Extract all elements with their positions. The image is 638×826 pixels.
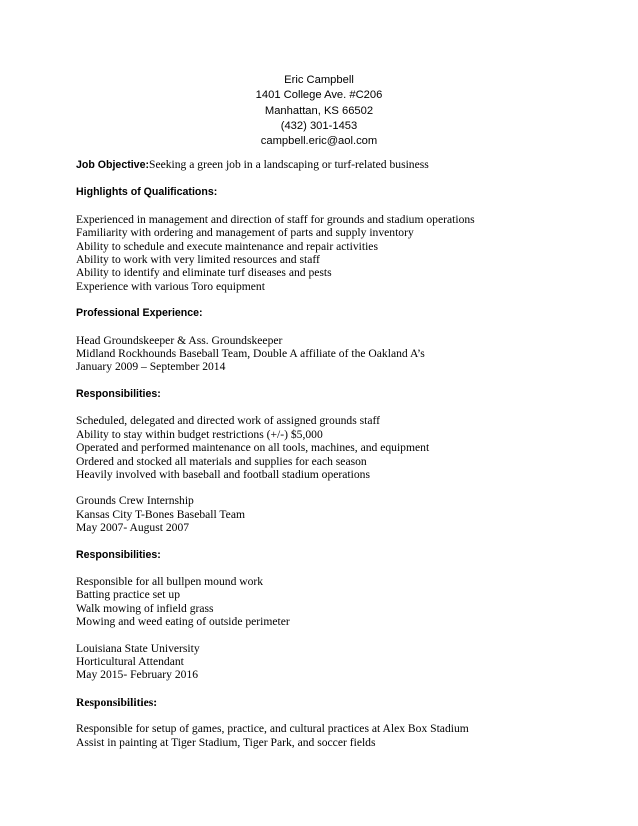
job-entry [76, 642, 616, 682]
job-dates: May 2007- August 2007 [76, 521, 190, 535]
job-employer: Horticultural Attendant [76, 654, 184, 668]
job-employer: Midland Rockhounds Baseball Team, Double A affiliate of the Oakland A’s [76, 347, 425, 361]
qualification-item: Experience with various Toro equipment [76, 279, 265, 293]
contact-email: campbell.eric@aol.com [260, 135, 378, 148]
contact-address-line-1: 1401 College Ave. #C206 [255, 89, 383, 102]
contact-phone: (432) 301-1453 [280, 119, 358, 132]
resume-body [76, 158, 616, 749]
responsibilities-heading: Responsibilities: [76, 548, 161, 561]
qualification-item: Experienced in management and direction of staff for grounds and stadium operations [76, 212, 475, 226]
responsibilities-heading: Responsibilities: [76, 695, 158, 709]
job-dates: May 2015- February 2016 [76, 668, 199, 682]
responsibility-item: Walk mowing of infield grass [76, 601, 214, 615]
responsibilities-list [76, 575, 616, 629]
responsibility-item: Heavily involved with baseball and football stadium operations [76, 467, 370, 481]
job-title: Head Groundskeeper & Ass. Groundskeeper [76, 333, 283, 347]
responsibility-item: Assist in painting at Tiger Stadium, Tiger Park, and soccer fields [76, 735, 376, 749]
responsibility-item: Mowing and weed eating of outside perimeter [76, 615, 290, 629]
responsibilities-heading: Responsibilities: [76, 387, 161, 400]
responsibilities-list [76, 414, 616, 481]
job-employer: Kansas City T-Bones Baseball Team [76, 507, 245, 521]
job-title: Louisiana State University [76, 641, 200, 655]
responsibility-item: Ability to stay within budget restrictions (+/-) $5,000 [76, 427, 323, 441]
responsibility-item: Ordered and stocked all materials and supplies for each season [76, 454, 367, 468]
responsibility-item: Operated and performed maintenance on all tools, machines, and equipment [76, 441, 430, 455]
qualification-item: Ability to identify and eliminate turf diseases and pests [76, 266, 332, 280]
responsibility-item: Batting practice set up [76, 588, 180, 602]
responsibility-item: Responsible for all bullpen mound work [76, 574, 264, 588]
responsibilities-list [76, 722, 616, 749]
contact-header [0, 73, 638, 149]
qualification-item: Familiarity with ordering and management of parts and supply inventory [76, 226, 414, 240]
responsibility-item: Responsible for setup of games, practice, and cultural practices at Alex Box Stadium [76, 722, 469, 736]
job-objective [76, 158, 616, 172]
job-entry [76, 494, 616, 534]
job-objective-text: Seeking a green job in a landscaping or turf-related business [149, 158, 429, 171]
job-dates: January 2009 – September 2014 [76, 360, 226, 374]
job-title: Grounds Crew Internship [76, 494, 194, 508]
job-objective-label: Job Objective: [76, 159, 149, 171]
qualification-item: Ability to work with very limited resources and staff [76, 253, 320, 267]
experience-heading: Professional Experience: [76, 307, 203, 320]
contact-address-line-2: Manhattan, KS 66502 [264, 104, 374, 117]
qualification-item: Ability to schedule and execute maintenance and repair activities [76, 239, 378, 253]
job-entry [76, 334, 616, 374]
qualifications-list [76, 213, 616, 293]
responsibility-item: Scheduled, delegated and directed work of assigned grounds staff [76, 414, 381, 428]
qualifications-heading: Highlights of Qualifications: [76, 186, 218, 199]
contact-name: Eric Campbell [284, 74, 354, 86]
